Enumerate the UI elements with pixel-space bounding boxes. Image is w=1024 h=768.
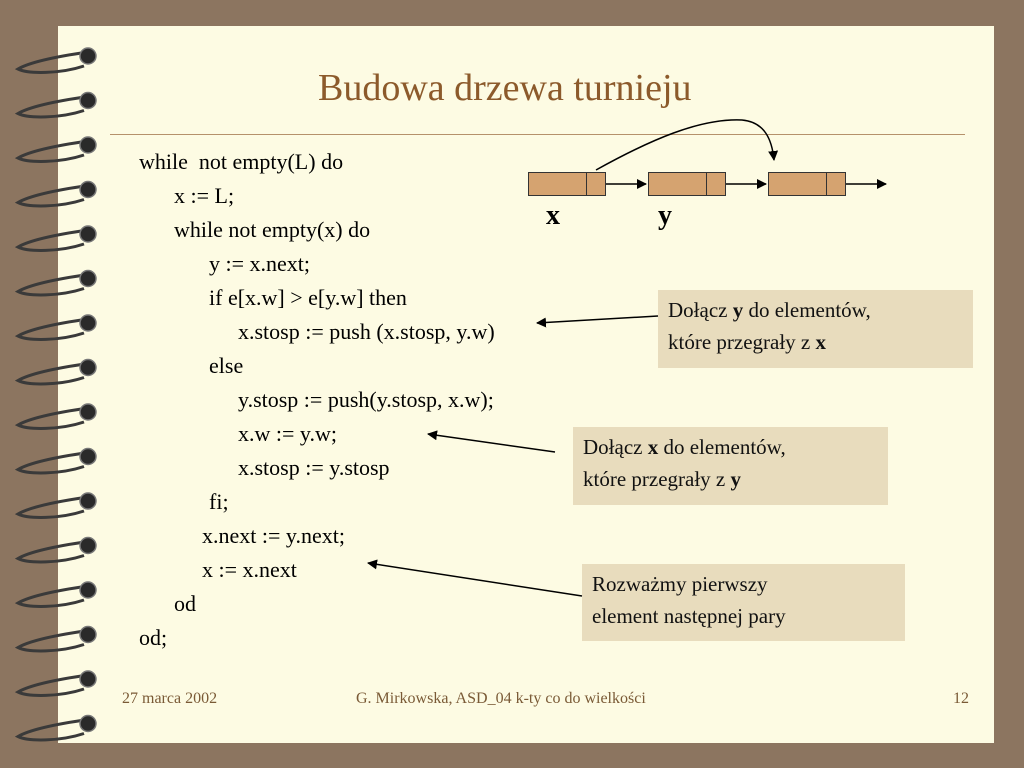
- callout-next-pair: Rozważmy pierwszy element następnej pary: [582, 564, 905, 641]
- page-number: 12: [953, 690, 969, 707]
- callout-join-y: Dołącz y do elementów, które przegrały z x: [658, 290, 973, 368]
- callout-arrow: [537, 316, 658, 323]
- slide-title: Budowa drzewa turnieju: [318, 67, 692, 109]
- code-line: x := L;: [174, 183, 235, 208]
- code-line: od: [174, 591, 196, 616]
- callout-arrow: [428, 434, 555, 452]
- code-line: x.stosp := push (x.stosp, y.w): [238, 319, 495, 344]
- footer-date: 27 marca 2002: [122, 690, 218, 707]
- code-line: if e[x.w] > e[y.w] then: [209, 285, 407, 310]
- code-line: od;: [139, 625, 168, 650]
- callout-join-x: Dołącz x do elementów, które przegrały z y: [573, 427, 888, 505]
- code-line: while not empty(x) do: [174, 217, 371, 242]
- node-label-x: x: [546, 200, 560, 231]
- skip-arrow: [596, 120, 774, 170]
- code-line: x.w := y.w;: [238, 421, 337, 446]
- code-line: y.stosp := push(y.stosp, x.w);: [238, 387, 494, 412]
- callout-arrow: [368, 563, 582, 596]
- node-label-y: y: [658, 200, 672, 231]
- code-line: x := x.next: [202, 557, 297, 582]
- code-line: else: [209, 353, 244, 378]
- footer-center: G. Mirkowska, ASD_04 k-ty co do wielkości: [356, 690, 646, 707]
- code-line: x.stosp := y.stosp: [238, 455, 390, 480]
- code-line: while not empty(L) do: [139, 149, 344, 174]
- code-line: y := x.next;: [209, 251, 311, 276]
- code-line: x.next := y.next;: [202, 523, 345, 548]
- code-line: fi;: [209, 489, 229, 514]
